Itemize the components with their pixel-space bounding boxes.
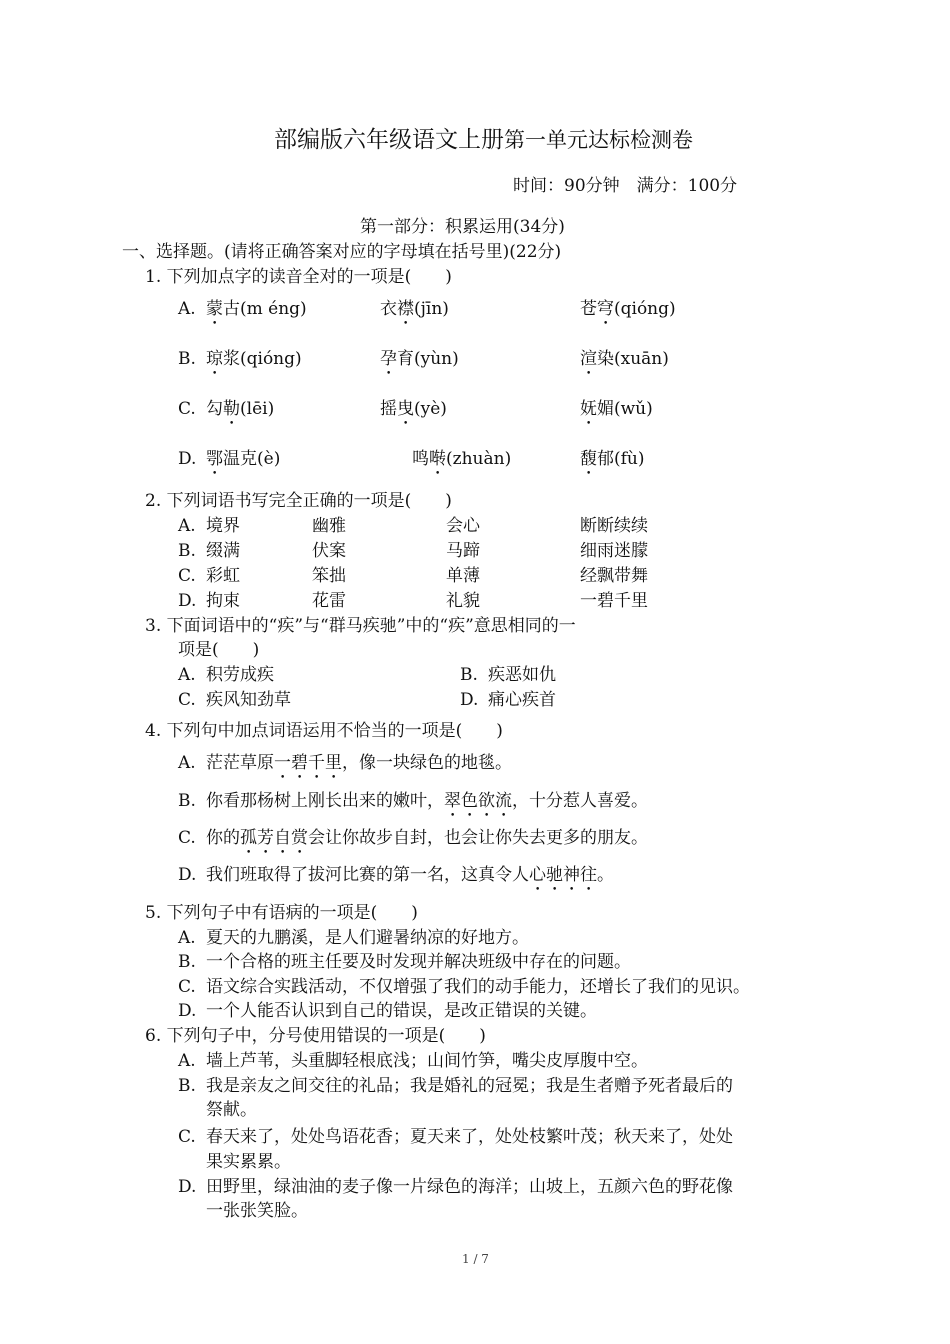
q6-option-text-cont: 一张张笑脸。: [206, 1201, 308, 1221]
q1-word: 勾勒(lēi): [206, 399, 275, 419]
q3-option-text: 积劳成疾: [206, 665, 274, 685]
q2-word: 单薄: [446, 566, 480, 586]
q1-word: 衣襟(jīn): [380, 299, 449, 319]
page-number: 1 / 7: [462, 1252, 489, 1266]
q5-stem: 5. 下列句子中有语病的一项是( ): [145, 903, 418, 923]
q2-option-label: D.: [178, 591, 197, 611]
q6-option-label: A.: [178, 1051, 196, 1071]
q2-word: 伏案: [312, 541, 346, 561]
exam-title-main: 部编版六年级语文上册: [274, 127, 504, 153]
q1-word: 鄂温克(è): [206, 449, 281, 469]
part-title: 第一部分：积累运用(34分): [360, 217, 565, 237]
q4-option-text: 你看那杨树上刚长出来的嫩叶，翠色欲流，十分惹人喜爱。: [206, 791, 648, 811]
q6-option-text-cont: 祭献。: [206, 1100, 257, 1120]
q4-stem: 4. 下列句中加点词语运用不恰当的一项是( ): [145, 721, 503, 741]
q6-option-label: B.: [178, 1076, 196, 1096]
q1-word: 妩媚(wǔ): [580, 399, 653, 419]
q3-option-label: C.: [178, 690, 196, 710]
q1-option-label: A.: [178, 299, 196, 319]
q5-option-text: 夏天的九鹏溪，是人们避暑纳凉的好地方。: [206, 928, 529, 948]
q2-option-label: B.: [178, 541, 196, 561]
q1-option-label: B.: [178, 349, 196, 369]
q2-word: 境界: [206, 516, 240, 536]
section-title: 一、选择题。(请将正确答案对应的字母填在括号里)(22分): [122, 242, 562, 262]
q5-option-label: A.: [178, 928, 196, 948]
q2-option-label: A.: [178, 516, 196, 536]
q2-word: 礼貌: [446, 591, 480, 611]
q4-option-text: 你的孤芳自赏会让你故步自封，也会让你失去更多的朋友。: [206, 828, 648, 848]
q1-word: 蒙古(m éng): [206, 299, 307, 319]
q4-option-label: D.: [178, 865, 197, 885]
exam-title-sub: 第一单元达标检测卷: [504, 128, 693, 152]
exam-title: [274, 121, 693, 154]
q2-option-label: C.: [178, 566, 196, 586]
q2-word: 经飘带舞: [580, 566, 648, 586]
q6-option-label: C.: [178, 1127, 196, 1147]
q3-option-label: D.: [460, 690, 479, 710]
q6-option-text: 春天来了，处处鸟语花香；夏天来了，处处枝繁叶茂；秋天来了，处处: [206, 1127, 733, 1147]
q5-option-label: D.: [178, 1001, 197, 1021]
q1-word: 馥郁(fù): [580, 449, 645, 469]
q1-option-label: C.: [178, 399, 196, 419]
q3-option-text: 疾风知劲草: [206, 690, 291, 710]
q5-option-text: 一个合格的班主任要及时发现并解决班级中存在的问题。: [206, 952, 631, 972]
q3-stem: 3. 下面词语中的“疾”与“群马疾驰”中的“疾”意思相同的一: [145, 616, 576, 636]
q2-word: 花雷: [312, 591, 346, 611]
q3-option-text: 疾恶如仇: [488, 665, 556, 685]
q3-option-label: A.: [178, 665, 196, 685]
q6-option-text: 田野里，绿油油的麦子像一片绿色的海洋；山坡上，五颜六色的野花像: [206, 1177, 733, 1197]
q4-option-label: A.: [178, 753, 196, 773]
q3-option-label: B.: [460, 665, 478, 685]
q2-word: 细雨迷朦: [580, 541, 648, 561]
q6-option-label: D.: [178, 1177, 197, 1197]
q2-word: 缀满: [206, 541, 240, 561]
q3-option-text: 痛心疾首: [488, 690, 556, 710]
q1-word: 鸣啭(zhuàn): [412, 449, 512, 469]
q1-word: 孕育(yùn): [380, 349, 459, 369]
q5-option-text: 语文综合实践活动，不仅增强了我们的动手能力，还增长了我们的见识。: [206, 977, 750, 997]
q1-option-label: D.: [178, 449, 197, 469]
q2-word: 拘束: [206, 591, 240, 611]
q5-option-label: B.: [178, 952, 196, 972]
q4-option-text: 茫茫草原一碧千里，像一块绿色的地毯。: [206, 753, 512, 773]
q6-option-text-cont: 果实累累。: [206, 1152, 291, 1172]
q2-word: 马蹄: [446, 541, 480, 561]
q4-option-text: 我们班取得了拔河比赛的第一名，这真令人心驰神往。: [206, 865, 614, 885]
q5-option-text: 一个人能否认识到自己的错误，是改正错误的关键。: [206, 1001, 597, 1021]
q2-word: 一碧千里: [580, 591, 648, 611]
q2-stem: 2. 下列词语书写完全正确的一项是( ): [145, 491, 452, 511]
q4-option-label: B.: [178, 791, 196, 811]
q5-option-label: C.: [178, 977, 196, 997]
time-info: 时间：90分钟 满分：100分: [513, 176, 738, 196]
q1-stem: 1. 下列加点字的读音全对的一项是( ): [145, 267, 452, 287]
q1-word: 渲染(xuān): [580, 349, 669, 369]
q6-option-text: 我是亲友之间交往的礼品；我是婚礼的冠冕；我是生者赠予死者最后的: [206, 1076, 733, 1096]
q2-word: 断断续续: [580, 516, 648, 536]
q3-stem-cont: 项是( ): [178, 640, 260, 660]
q1-word: 摇曳(yè): [380, 399, 447, 419]
q4-option-label: C.: [178, 828, 196, 848]
q1-word: 苍穹(qióng): [580, 299, 676, 319]
q2-word: 笨拙: [312, 566, 346, 586]
q6-stem: 6. 下列句子中，分号使用错误的一项是( ): [145, 1026, 486, 1046]
q6-option-text: 墙上芦苇，头重脚轻根底浅；山间竹笋，嘴尖皮厚腹中空。: [206, 1051, 648, 1071]
q2-word: 幽雅: [312, 516, 346, 536]
q1-word: 琼浆(qióng): [206, 349, 302, 369]
q2-word: 会心: [446, 516, 480, 536]
q2-word: 彩虹: [206, 566, 240, 586]
